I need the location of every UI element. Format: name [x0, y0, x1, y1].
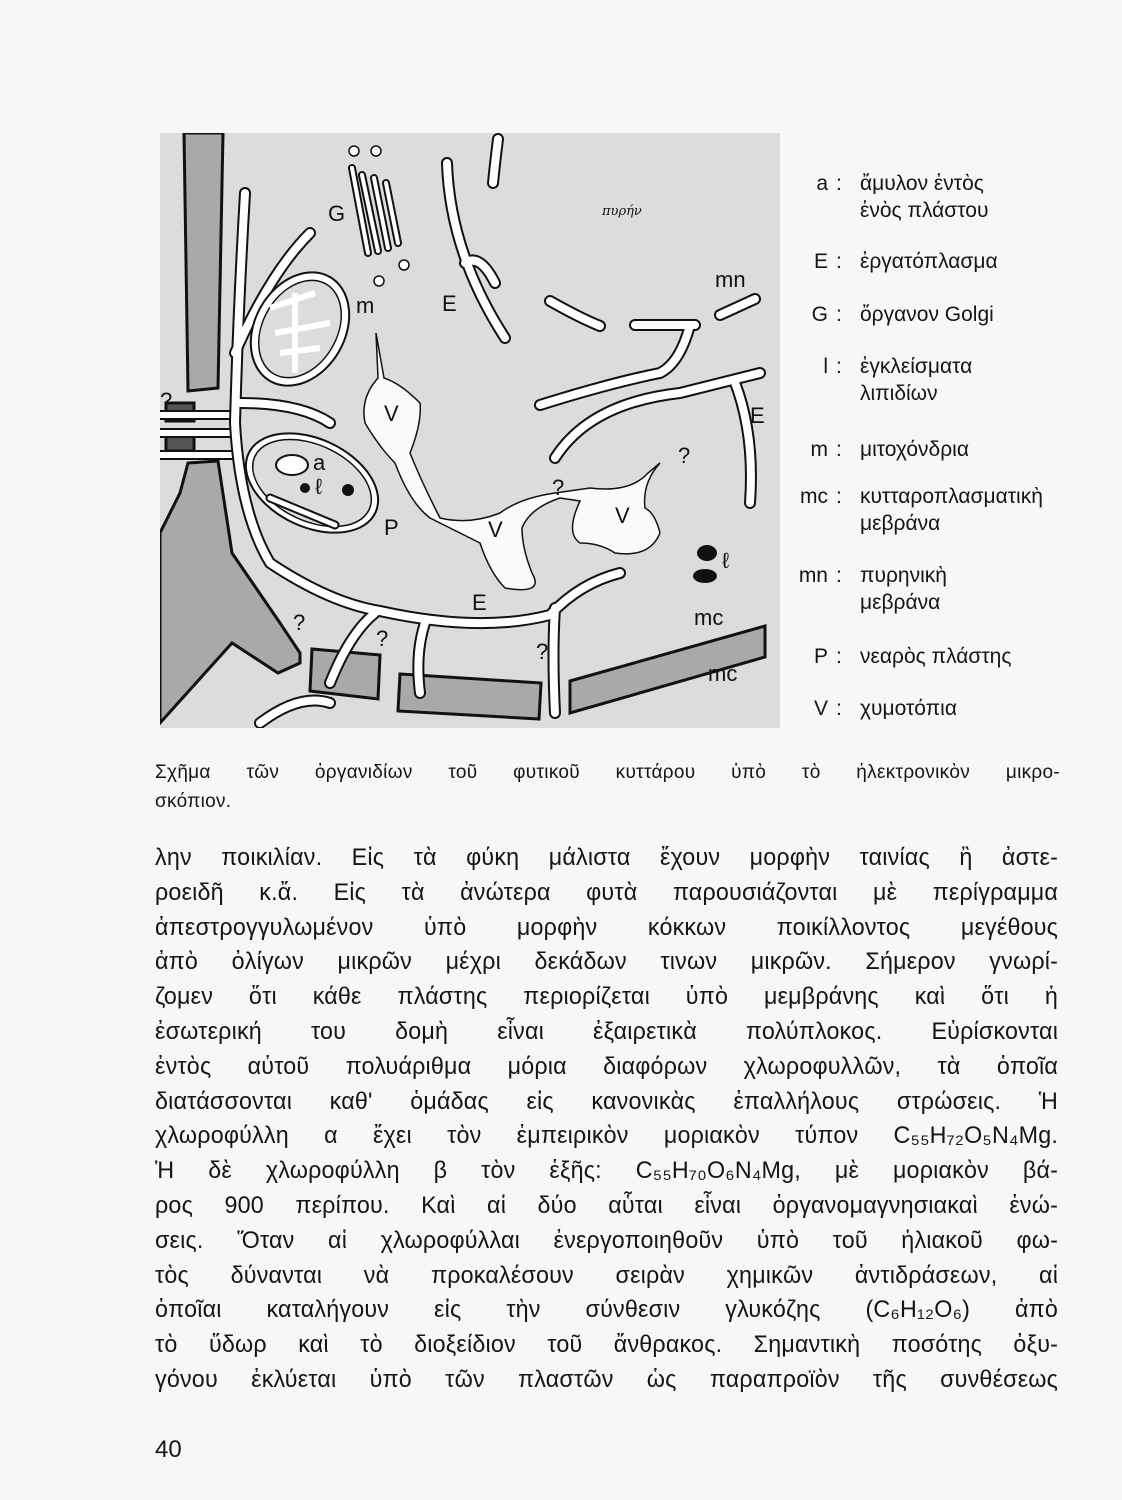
legend-key: a: [816, 172, 828, 195]
label-question: ?: [678, 443, 691, 468]
legend-key: V: [813, 697, 828, 720]
legend-separator: :: [836, 564, 842, 587]
legend-text-line: χυμοτόπια: [860, 697, 957, 720]
legend-key: m: [810, 438, 828, 461]
legend-text-line: ἄμυλον ἐντὸς: [860, 172, 984, 195]
legend-text-line: κυτταροπλασματικὴ: [860, 485, 1043, 508]
legend-text-line: λιπιδίων: [860, 382, 938, 405]
body-line: ροειδῆ κ.ἄ. Εἰς τὰ ἀνώτερα φυτὰ παρουσιάζονται μὲ περίγραμμα: [155, 878, 1059, 906]
body-paragraph: [155, 841, 1058, 1398]
legend-key: E: [813, 250, 828, 273]
label-E-right: E: [750, 403, 765, 428]
legend-text-line: μεβράνα: [860, 512, 941, 535]
figure-caption: [155, 758, 1060, 816]
legend-separator: :: [836, 355, 842, 378]
vacuoles: [364, 333, 660, 590]
body-line: γόνου ἐκλύεται ὑπὸ τῶν πλαστῶν ὡς παραπροϊὸν τῆς συνθέσεως: [155, 1365, 1059, 1393]
legend-separator: :: [836, 303, 842, 326]
legend-text-line: ἑνὸς πλάστου: [860, 199, 989, 222]
legend-text: [860, 562, 1110, 616]
legend-text: [860, 436, 1110, 463]
legend-text: [860, 301, 1110, 328]
cell-wall: [160, 133, 765, 723]
legend-separator: :: [836, 697, 842, 720]
label-m: m: [356, 293, 375, 318]
label-G: G: [328, 201, 346, 226]
legend-separator: :: [836, 485, 842, 508]
legend-key: l: [823, 355, 828, 378]
legend-text: [860, 483, 1110, 537]
label-question: ?: [552, 475, 565, 500]
label-mn: mn: [715, 267, 746, 292]
legend-text: [860, 643, 1110, 670]
body-line: σεις. Ὅταν αἱ χλωροφύλλαι ἐνεργοποιηθοῦν ὑπὸ τοῦ ἡλιακοῦ φω-: [155, 1226, 1059, 1254]
legend-text-line: πυρηνικὴ: [860, 564, 947, 587]
legend-text: [860, 353, 1110, 407]
legend-text-line: ὄργανον Golgi: [860, 303, 994, 326]
mitochondrion: [231, 255, 369, 404]
legend-key: mn: [798, 564, 828, 587]
label-E-top: E: [442, 291, 457, 316]
legend-text: [860, 170, 1110, 224]
caption-line: Σχῆμα τῶν ὀργανιδίων τοῦ φυτικοῦ κυττάρου ὑπὸ τὸ ἠλεκτρονικὸν μικρο-: [155, 762, 1060, 783]
cell-diagram: [160, 133, 780, 728]
legend-text-line: ἐργατόπλασμα: [860, 250, 998, 273]
label-l-right: ℓ: [722, 548, 730, 573]
legend-separator: :: [836, 438, 842, 461]
legend-text-line: νεαρὸς πλάστης: [860, 645, 1012, 668]
body-line: ἐντὸς αὐτοῦ πολυάριθμα μόρια διαφόρων χλωροφυλλῶν, τὰ ὁποῖα: [155, 1052, 1059, 1080]
body-line: χλωροφύλλη α ἔχει τὸν ἐμπειρικὸν μοριακὸν τύπον C₅₅H₇₂O₅N₄Mg.: [155, 1122, 1059, 1150]
body-line: Ἡ δὲ χλωροφύλλη β τὸν ἑξῆς: C₅₅H₇₀O₆N₄Mg, μὲ μοριακὸν βά-: [155, 1157, 1059, 1185]
label-question: ?: [376, 626, 389, 651]
label-a: a: [313, 450, 326, 475]
label-nucleus: πυρήν: [602, 204, 642, 219]
body-line: τὸ ὕδωρ καὶ τὸ διοξείδιον τοῦ ἄνθρακος. Σημαντικὴ ποσότης ὀξυ-: [155, 1331, 1059, 1359]
label-V2: V: [488, 517, 503, 542]
lipid-inclusions: [693, 545, 717, 583]
label-V3: V: [615, 503, 630, 528]
label-question: ?: [536, 639, 549, 664]
page-number: 40: [155, 1436, 182, 1463]
legend-key: mc: [800, 485, 828, 508]
label-P: P: [384, 515, 399, 540]
legend-text-line: μιτοχόνδρια: [860, 438, 969, 461]
label-mc-bottom: mc: [708, 661, 738, 686]
body-line: ἀπὸ ὀλίγων μικρῶν μέχρι δεκάδων τινων μικρῶν. Σήμερον γνωρί-: [155, 948, 1059, 976]
body-line: λην ποικιλίαν. Εἰς τὰ φύκη μάλιστα ἔχουν μορφὴν ταινίας ἢ ἀστε-: [155, 844, 1059, 871]
legend-key: G: [811, 303, 828, 326]
label-E-bottom: E: [472, 590, 487, 615]
body-line: τὸς δύνανται νὰ προκαλέσουν σειρὰν χημικῶν ἀντιδράσεων, αἱ: [155, 1261, 1059, 1289]
label-mc-top: mc: [694, 605, 724, 630]
legend-separator: :: [836, 250, 842, 273]
legend-key: P: [813, 645, 828, 668]
cell-organelles-figure: [160, 133, 780, 728]
body-line: ὁποῖαι καταλήγουν εἰς τὴν σύνθεσιν γλυκόζης (C₆H₁₂O₆) ἀπὸ: [155, 1296, 1059, 1324]
legend-text-line: ἐγκλείσματα: [860, 355, 973, 378]
legend-separator: :: [836, 645, 842, 668]
body-line: ἐσωτερική του δομὴ εἶναι ἐξαιρετικὰ πολύπλοκος. Εὑρίσκονται: [155, 1017, 1059, 1045]
endoplasmic-reticulum: [235, 139, 760, 723]
body-line: ἀπεστρογγυλωμένον ὑπὸ μορφὴν κόκκων ποικίλλοντος μεγέθους: [155, 913, 1059, 941]
label-V1: V: [384, 401, 399, 426]
legend-text: [860, 695, 1110, 722]
legend-separator: :: [836, 172, 842, 195]
label-question: ?: [160, 388, 173, 413]
body-line: ρος 900 περίπου. Καὶ αἱ δύο αὗται εἶναι ὀργανομαγνησιακαὶ ἑνώ-: [155, 1191, 1059, 1219]
legend-text: [860, 248, 1110, 275]
label-l-plastid: ℓ: [315, 474, 323, 499]
caption-line: σκόπιον.: [155, 791, 232, 812]
body-line: διατάσσονται καθ' ὁμάδας εἰς κανονικὰς ἐπαλλήλους στρώσεις. Ἡ: [155, 1087, 1059, 1115]
legend-text-line: μεβράνα: [860, 591, 941, 614]
body-line: ζομεν ὅτι κάθε πλάστης περιορίζεται ὑπὸ μεμβράνης καὶ ὅτι ἡ: [155, 983, 1059, 1011]
golgi-apparatus: [349, 146, 409, 286]
label-question: ?: [293, 610, 306, 635]
